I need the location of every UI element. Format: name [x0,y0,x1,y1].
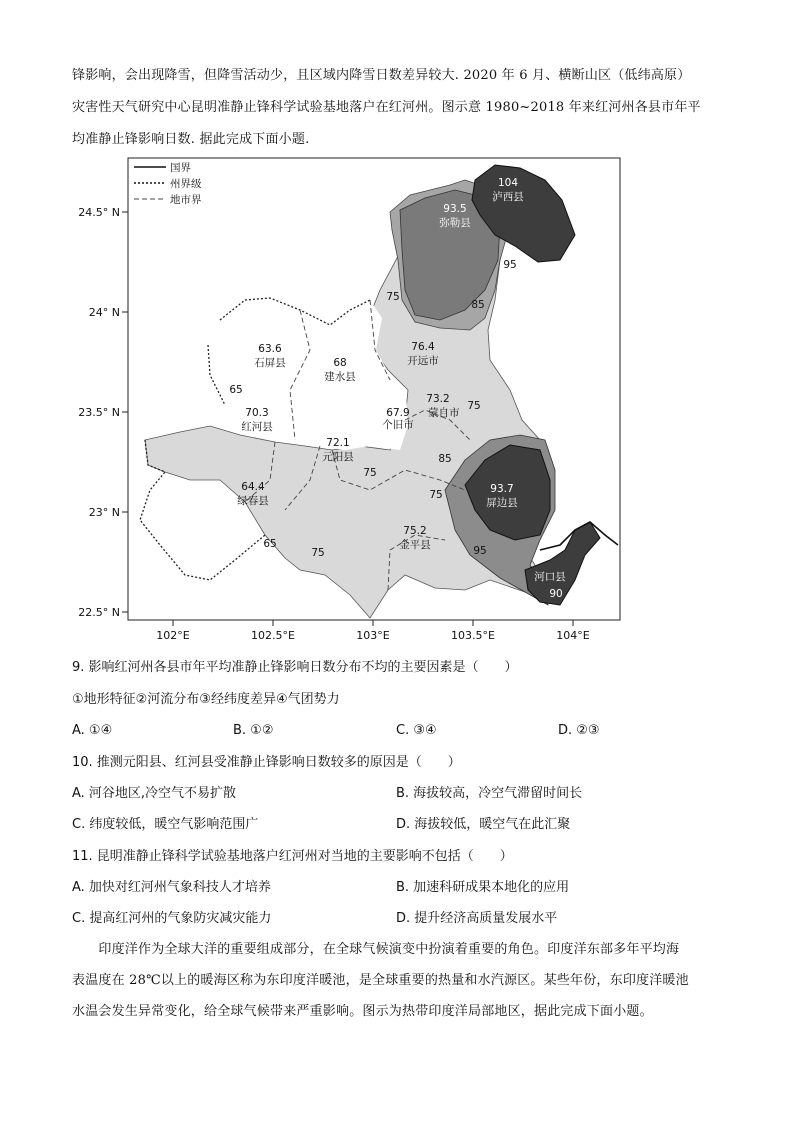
q9-option-d[interactable]: D. ②③ [558,723,600,738]
lat-label: 23° N [88,506,120,519]
q10-option-d[interactable]: D. 海拔较低，暖空气在此汇聚 [396,817,571,832]
q10-stem: 10. 推测元阳县、红河县受准静止锋影响日数较多的原因是（ ） [72,755,461,770]
county-value-yuanyang: 72.1 [326,437,350,449]
intro-line-2: 灾害性天气研究中心昆明准静止锋科学试验基地落户在红河州。图示意 1980~2018 年来红河州各县市年平 [72,100,701,115]
legend-prefecture-label: 州界级 [170,178,202,190]
legend-city-label: 地市界 [170,194,202,206]
county-value-pingbian: 93.7 [490,483,514,495]
q10-option-a[interactable]: A. 河谷地区,冷空气不易扩散 [72,786,237,801]
q9-stem: 9. 影响红河州各县市年平均准静止锋影响日数分布不均的主要因素是（ ） [72,660,518,675]
q11-option-b[interactable]: B. 加速科研成果本地化的应用 [396,880,570,895]
isoline-label: 75 [429,489,443,501]
county-name-jinping: 金平县 [399,539,431,551]
county-name-kaiyuan: 开远市 [407,355,439,367]
isoline-label: 95 [503,259,517,271]
county-value-mengzi: 73.2 [426,393,450,405]
county-value-honghe: 70.3 [245,407,269,419]
q10-option-c[interactable]: C. 纬度较低，暖空气影响范围广 [72,817,259,832]
lat-label: 22.5° N [78,606,120,619]
lat-label: 24° N [88,306,120,319]
q9-factors: ①地形特征②河流分布③经纬度差异④气团势力 [72,692,340,707]
county-name-luxi: 泸西县 [492,191,524,203]
lat-label: 23.5° N [78,406,120,419]
isoline-label: 75 [311,547,325,559]
lon-label: 103.5°E [451,629,495,640]
county-name-mile: 弥勒县 [439,217,471,229]
intro-line-3: 均准静止锋影响日数. 据此完成下面小题. [72,132,310,147]
county-value-gejiu: 67.9 [386,407,410,419]
isoline-label: 65 [263,538,277,550]
county-value-jianshui: 68 [333,357,347,369]
intro-line-1: 锋影响，会出现降雪，但降雪活动少，且区域内降雪日数差异较大. 2020 年 6 月、横断山区（低纬高原） [72,68,691,83]
q11-option-c[interactable]: C. 提高红河州的气象防灾减灾能力 [72,911,272,926]
isoline-label: 75 [363,467,377,479]
isoline-label: 85 [471,299,485,311]
lat-label: 24.5° N [78,206,120,219]
isoline-label: 85 [438,453,452,465]
honghe-map-figure [70,150,630,640]
isoline-label: 65 [229,384,243,396]
q11-stem: 11. 昆明准静止锋科学试验基地落户红河州对当地的主要影响不包括（ ） [72,849,513,864]
q10-option-b[interactable]: B. 海拔较高，冷空气滞留时间长 [396,786,583,801]
county-name-jianshui: 建水县 [324,371,356,383]
q9-option-c[interactable]: C. ③④ [396,723,437,738]
isoline-label: 95 [473,545,487,557]
lon-label: 102°E [156,629,190,640]
q11-option-a[interactable]: A. 加快对红河州气象科技人才培养 [72,880,271,895]
outro-line-3: 水温会发生异常变化，给全球气候带来严重影响。图示为热带印度洋局部地区，据此完成下面小题。 [72,1004,653,1019]
county-name-hekou: 河口县 [534,571,566,583]
county-name-shiping: 石屏县 [254,357,286,369]
lon-label: 104°E [556,629,590,640]
county-value-kaiyuan: 76.4 [411,341,435,353]
legend-national-label: 国界 [170,162,191,174]
county-value-shiping: 63.6 [258,343,282,355]
q11-option-d[interactable]: D. 提升经济高质量发展水平 [396,911,558,926]
q9-option-b[interactable]: B. ①② [233,723,274,738]
county-name-gejiu: 个旧市 [382,419,414,431]
county-value-hekou: 90 [549,588,563,600]
isoline-label: 75 [467,400,481,412]
lon-label: 103°E [356,629,390,640]
county-value-lvchun: 64.4 [241,481,265,493]
county-value-mile: 93.5 [443,203,467,215]
county-name-lvchun: 绿春县 [237,495,269,507]
county-name-honghe: 红河县 [241,421,273,433]
outro-line-1: 印度洋作为全球大洋的重要组成部分，在全球气候演变中扮演着重要的角色。印度洋东部多年平均海 [72,942,680,957]
county-name-yuanyang: 元阳县 [322,451,354,463]
outro-line-2: 表温度在 28℃以上的暖海区称为东印度洋暖池，是全球重要的热量和水汽源区。某些年份，东印度洋暖池 [72,973,689,988]
county-value-jinping: 75.2 [403,525,427,537]
county-value-luxi: 104 [497,177,519,189]
county-name-pingbian: 屏边县 [486,497,518,509]
lon-label: 102.5°E [251,629,295,640]
q9-option-a[interactable]: A. ①④ [72,723,113,738]
county-name-mengzi: 蒙自市 [428,407,460,419]
isoline-label: 75 [386,291,400,303]
